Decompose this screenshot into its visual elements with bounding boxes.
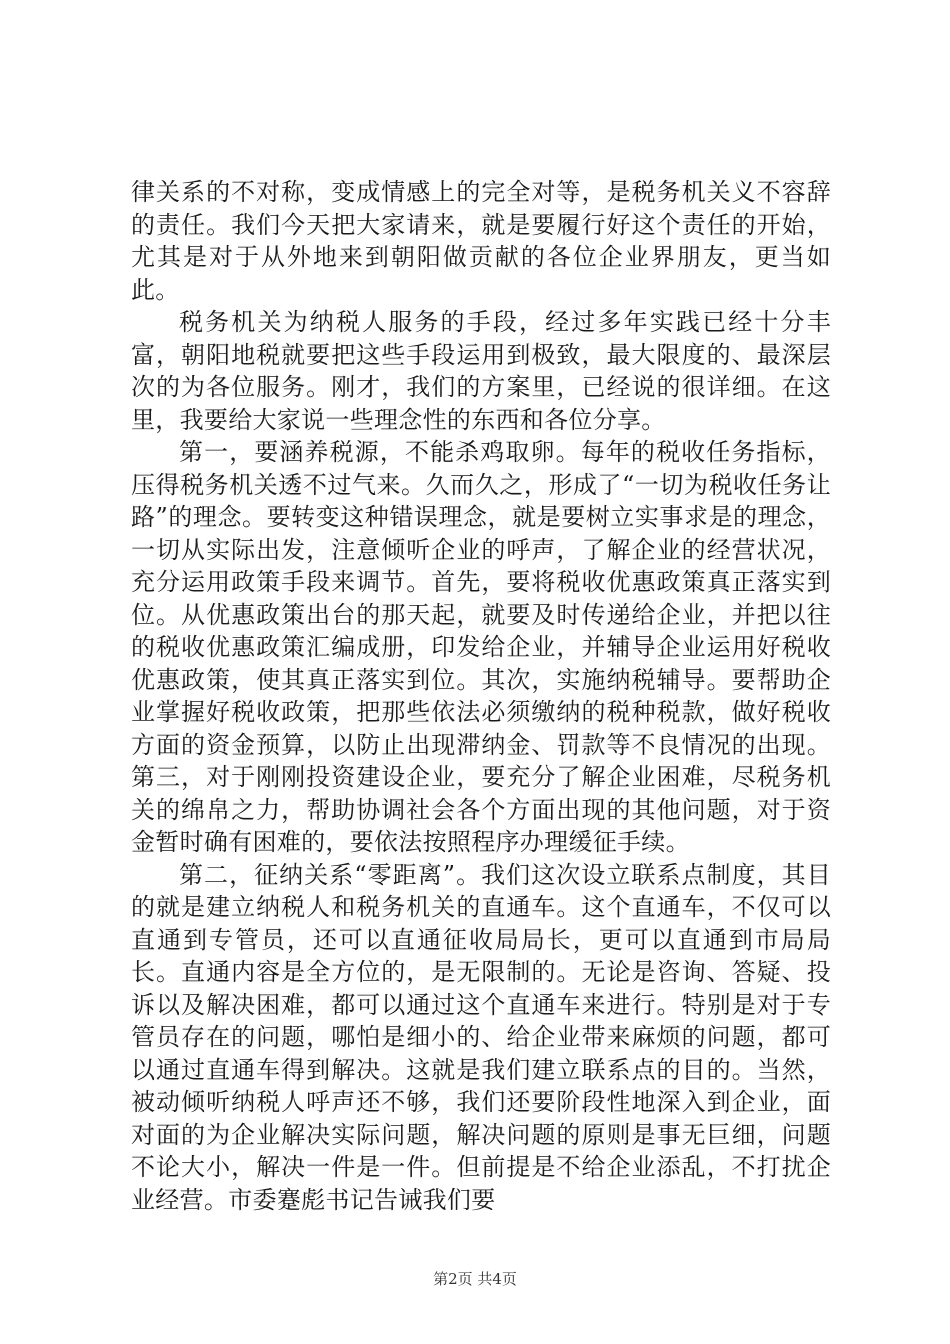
paragraph-4: 第二，征纳关系“零距离”。我们这次设立联系点制度，其目的就是建立纳税人和税务机关的直通车。这个直通车，不仅可以直通到专管员，还可以直通征收局局长，更可以直通到市局局长。直通内容是全方位的，是无限制的。无论是咨询、答疑、投诉以及解决困难，都可以通过这个直通车来进行。特别是对于专管员存在的问题，哪怕是细小的、给企业带来麻烦的问题，都可以通过直通车得到解决。这就是我们建立联系点的目的。当然，被动倾听纳税人呼声还不够，我们还要阶段性地深入到企业，面对面的为企业解决实际问题，解决问题的原则是事无巨细，问题不论大小，解决一件是一件。但前提是不给企业添乱，不打扰企业经营。市委蹇彪书记告诫我们要 bbox=[131, 860, 831, 1214]
paragraph-2: 税务机关为纳税人服务的手段，经过多年实践已经十分丰富，朝阳地税就要把这些手段运用到极致，最大限度的、最深层次的为各位服务。刚才，我们的方案里，已经说的很详细。在这里，我要给大家说一些理念性的东西和各位分享。 bbox=[131, 308, 831, 434]
paragraph-1: 律关系的不对称，变成情感上的完全对等，是税务机关义不容辞的责任。我们今天把大家请来，就是要履行好这个责任的开始，尤其是对于从外地来到朝阳做贡献的各位企业界朋友，更当如此。 bbox=[131, 178, 831, 304]
page-number-footer: 第2页 共4页 bbox=[433, 1270, 517, 1288]
paragraph-3: 第一，要涵养税源，不能杀鸡取卵。每年的税收任务指标，压得税务机关透不过气来。久而久之，形成了“一切为税收任务让路”的理念。要转变这种错误理念，就是要树立实事求是的理念，一切从实际出发，注意倾听企业的呼声，了解企业的经营状况，充分运用政策手段来调节。首先，要将税收优惠政策真正落实到位。从优惠政策出台的那天起，就要及时传递给企业，并把以往的税收优惠政策汇编成册，印发给企业，并辅导企业运用好税收优惠政策，使其真正落实到位。其次，实施纳税辅导。要帮助企业掌握好税收政策，把那些依法必须缴纳的税种税款，做好税收方面的资金预算，以防止出现滞纳金、罚款等不良情况的出现。第三，对于刚刚投资建设企业，要充分了解企业困难，尽税务机关的绵帛之力，帮助协调社会各个方面出现的其他问题，对于资金暂时确有困难的，要依法按照程序办理缓征手续。 bbox=[131, 438, 831, 856]
document-body bbox=[131, 176, 831, 1216]
